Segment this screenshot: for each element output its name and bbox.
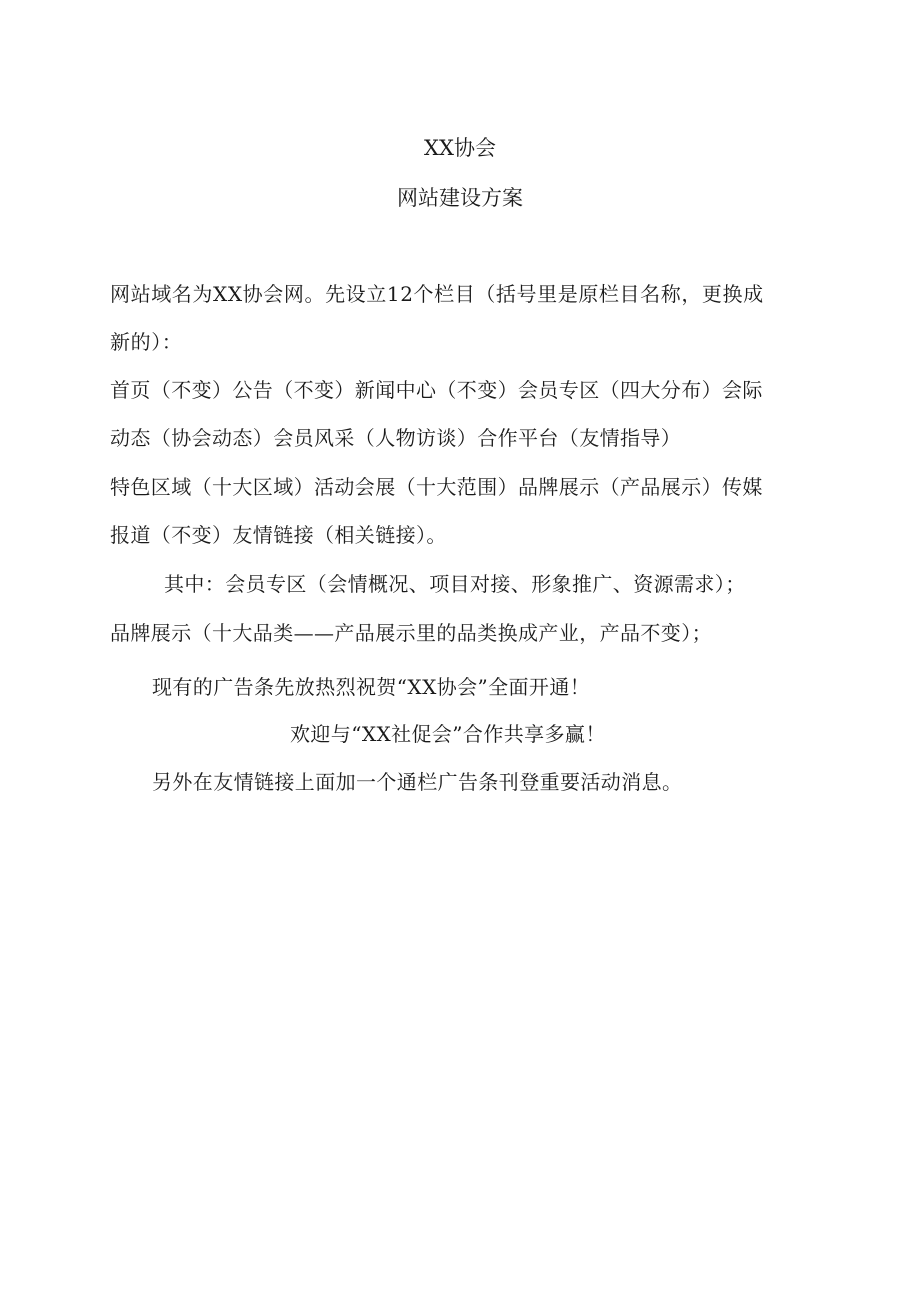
paragraph-line-columns-2: 动态（协会动态）会员风采（人物访谈）合作平台（友情指导）: [110, 426, 682, 450]
document-subtitle: 网站建设方案: [397, 186, 523, 210]
paragraph-line-columns-1: 首页（不变）公告（不变）新闻中心（不变）会员专区（四大分布）会际: [110, 378, 763, 402]
paragraph-line-domain-cont: 新的）：: [110, 330, 183, 354]
paragraph-line-domain: 网站域名为XX协会网。先设立12个栏目（括号里是原栏目名称，更换成: [110, 282, 764, 306]
paragraph-line-member-zone: 其中：会员专区（会情概况、项目对接、形象推广、资源需求）；: [164, 572, 746, 596]
paragraph-line-banner-congrats: 现有的广告条先放热烈祝贺“XX协会”全面开通！: [152, 675, 591, 699]
document-title: XX协会: [424, 136, 496, 160]
paragraph-line-welcome: 欢迎与“XX社促会”合作共享多赢！: [290, 722, 606, 746]
paragraph-line-columns-3: 特色区域（十大区域）活动会展（十大范围）品牌展示（产品展示）传媒: [110, 475, 763, 499]
paragraph-line-brand-display: 品牌展示（十大品类——产品展示里的品类换成产业，产品不变）；: [110, 621, 712, 645]
paragraph-line-columns-4: 报道（不变）友情链接（相关链接）。: [110, 523, 447, 547]
paragraph-line-banner-ad: 另外在友情链接上面加一个通栏广告条刊登重要活动消息。: [152, 770, 683, 794]
